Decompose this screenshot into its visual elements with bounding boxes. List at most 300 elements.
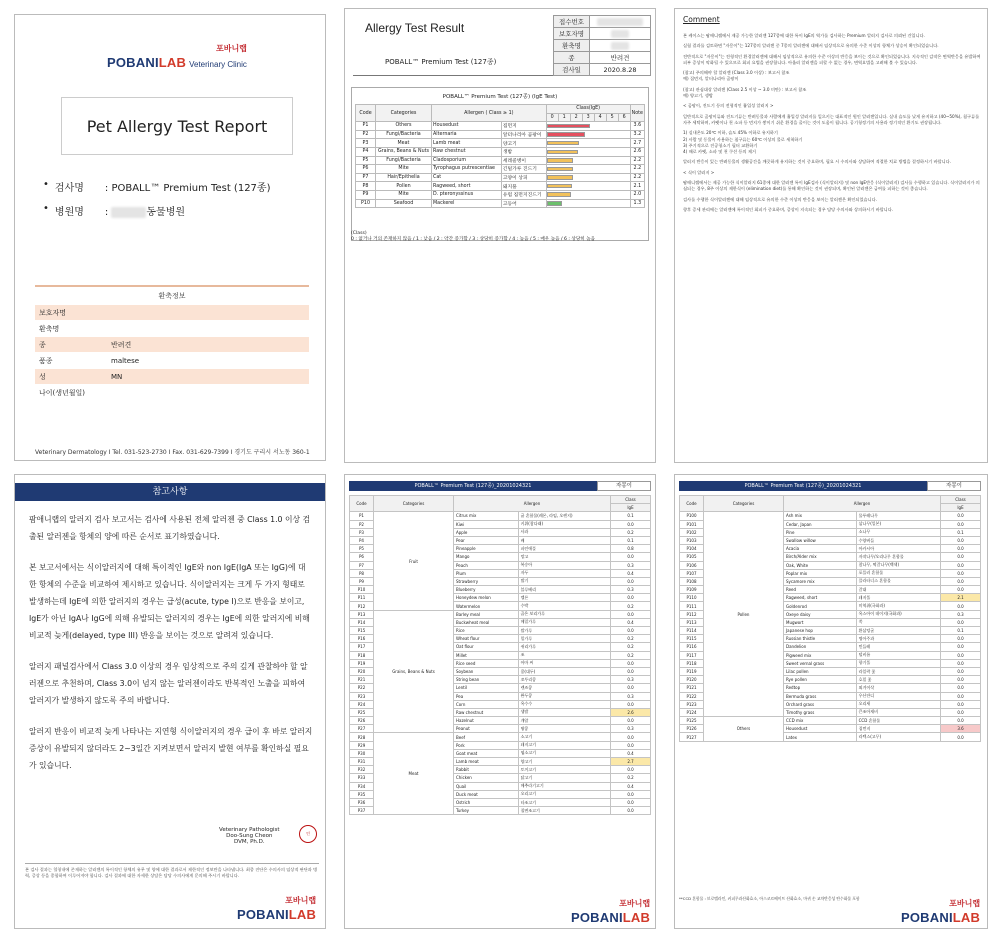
patient-row [35,337,309,353]
row-ige-value: 0.0 [941,561,981,569]
row-allergen-en: String bean [454,676,519,684]
allergen-table-page-2 [674,474,988,929]
row-ige-value: 0.2 [611,528,651,536]
patient-value: MN [111,372,123,381]
row-code: P8 [350,569,374,577]
brand-kr: 포바니랩 [619,899,651,908]
table-header [349,481,651,491]
hospital-blurred [111,207,146,218]
row-ige-value: 0.2 [611,651,651,659]
row-ige-value: 0.3 [611,561,651,569]
row-ige-value: 2.1 [941,594,981,602]
row-allergen-kr: 염소고기 [518,749,610,757]
info-value [590,52,651,64]
sign-degree: DVM, Ph.D. [233,839,265,845]
row-ige-value: 0.0 [941,618,981,626]
row-allergen-en: Beef [454,733,519,741]
row-allergen-en: Pigweed mix [784,651,857,659]
row-allergen-en: Hazelnut [454,717,519,725]
row-code: P35 [350,790,374,798]
th-note: Note [630,105,644,122]
row-allergen-kr: 소고기 [518,733,610,741]
comment-body [683,33,981,217]
comment-paragraph: 알러지 반응이 있는 반려동물의 생활공간을 깨끗하게 유지하는 것이 중요하며, 필요 시 수의사와 상담하여 적절한 치료 방법을 결정하시기 바랍니다. [683,159,952,165]
row-ige-value: 0.0 [941,667,981,675]
patient-row [35,305,309,321]
row-code: P1 [350,512,374,520]
allergen-table [679,495,981,742]
result-value: 3.2 [630,130,644,139]
brand-kr: 포바니랩 [215,44,247,53]
hospital-prefix: : [104,207,112,218]
brand-name [107,55,186,70]
pet-name: 자몽이 [597,481,651,491]
brand-name-b: LAB [952,910,981,925]
result-category: Hair/Epithelia [376,173,432,182]
pet-name: 자몽이 [927,481,981,491]
row-ige-value: 0.0 [941,545,981,553]
result-page [344,8,656,463]
row-ige-value: 0.0 [611,766,651,774]
row-allergen-kr: 플라타너스 혼합물 [856,577,940,585]
row-allergen-en: Timothy grass [784,708,857,716]
result-bar [547,132,585,137]
patient-row [35,369,309,385]
disclaimer: 본 검사 결과는 혈청내에 존재하는 알러젠의 특이적인 항체의 유무 및 양에 대한 결과로서 제한적인 정보만을 나타냅니다. 최종 진단은 수의사의 임상적 판단과 병력, 증상 등을 종합하여 이루어져야 합니다. 검사 결과에 대한 자세한 상담은 담당 수의사에게 문의해 주시기 바랍니다. [25,863,319,879]
row-code: P20 [350,667,374,675]
row-allergen-en: Russian thistle [784,635,857,643]
row-ige-value: 0.8 [611,545,651,553]
result-code: P5 [356,156,376,165]
result-value: 1.3 [630,199,644,208]
result-allergen-en: D. pteronyssinus [432,190,502,199]
row-code: P14 [350,618,374,626]
info-value-text [597,18,643,26]
row-ige-value: 0.0 [611,790,651,798]
brand-logo [107,43,247,72]
comment-paragraph: 전반적으로 "자몽이"는 전형적인 환경알러젠에 대해서 임상적으로 유의한 수준 이상의 반응을 보이는 것으로 확인되었습니다. 지속적인 감작은 면역반응을 유발하여 피부 증상이 악화될 수 있으므로 회피 요법을 권장합니다. 아울러 알러젠을 피할 수 없는 경우, 면역요법을 고려해 볼 수 있습니다. [683,53,981,65]
row-allergen-kr: CCD 혼합물 [856,717,940,725]
row-code: P29 [350,741,374,749]
row-code: P4 [350,536,374,544]
row-allergen-en: Housedust [784,725,857,733]
row-allergen-kr: 민들레 [856,643,940,651]
th-code: Code [350,496,374,512]
result-category: Fungi/Bacteria [376,156,432,165]
row-ige-value: 0.4 [611,569,651,577]
patient-info [35,285,309,401]
row-code: P30 [350,749,374,757]
result-allergen-kr: 세레콜병이 [501,156,546,165]
th-categories: Categories [376,105,432,122]
row-allergen-en: Pea [454,692,519,700]
row-code: P114 [680,627,704,635]
test-name-line [43,179,270,194]
result-row [356,182,645,191]
patient-row [35,353,309,369]
class-tick: 6 [618,113,630,122]
reference-paragraph: 본 보고서에서는 식이알러지에 대해 특이적인 IgE와 non IgE(IgA 또는 IgG)에 대한 항체의 수준을 비교하여 제시하고 있습니다. 식이알러지는 크게 두 가지 형태로 발생하는데 IgE에 의한 알러지의 경우는 급성(acute, type I)으로 반응을 보이고, IgE가 아닌 IgA나 IgG에 의해 유발되는 알러지의 경우는 IgE에 의한 알러지에 비해 비교적 늦게(delayed, type III) 반응을 보이는 것으로 알려져 있습니다. [29,563,310,640]
table-header [679,481,981,491]
row-allergen-kr: 소나무 [856,528,940,536]
result-allergen-en: Ragweed, short [432,182,502,191]
row-code: P125 [680,717,704,725]
row-allergen-kr: 수박 [518,602,610,610]
row-code: P7 [350,561,374,569]
result-value: 2.6 [630,147,644,156]
row-allergen-en: Kiwi [454,520,519,528]
result-allergen-en: Tyrophagus putrescentiae [432,165,502,174]
row-ige-value: 0.0 [941,512,981,520]
patient-key: 종 [39,340,46,349]
patient-info-rows [35,305,309,401]
result-value: 2.2 [630,173,644,182]
comment-paragraph: 일반적으로 곰팡이류와 진드기류는 반려동물과 사람에게 흡입성 알러지를 일으키는 대표적인 원인 알러젠입니다. 실내 습도를 낮게 유지하고 (40~50%), 침구류를 자주 세탁하며, 카펫이나 천 소파 등 먼지가 쌓이기 쉬운 환경을 줄이는 것이 도움이 됩니다. 공기청정기의 사용과 정기적인 환기도 권장됩니다. [683,113,980,125]
row-allergen-kr: 밀가루 [518,635,610,643]
result-allergen-kr: 고등어 [501,199,546,208]
row-allergen-en: Bermuda grass [784,692,857,700]
row-ige-value: 0.0 [611,520,651,528]
comment-paragraph: (참고) 관심대상 알러젠 (Class 2.5 이상 ~ 3.0 미만) : 보고서 참조 예) 양고기, 생밤 [683,86,807,99]
row-ige-value: 2.7 [611,758,651,766]
row-ige-value: 0.3 [611,586,651,594]
row-ige-value: 0.0 [941,569,981,577]
row-code: P119 [680,667,704,675]
row-ige-value: 0.1 [611,536,651,544]
row-ige-value: 0.2 [611,643,651,651]
result-bar [547,201,563,206]
row-ige-value: 0.0 [941,643,981,651]
row-code: P28 [350,733,374,741]
row-allergen-kr: 메밀가루 [518,618,610,626]
th-class: Class(IgE) [546,105,630,114]
patient-key: 나이(생년월일) [39,388,86,397]
result-code: P7 [356,173,376,182]
row-code: P27 [350,725,374,733]
row-allergen-kr: 사과 [518,528,610,536]
th-allergen: Allergen [784,496,941,512]
row-ige-value: 0.0 [941,520,981,528]
row-allergen-en: Lentil [454,684,519,692]
row-allergen-en: Rice seed [454,659,519,667]
row-ige-value: 0.1 [941,528,981,536]
row-allergen-kr: 배 [518,536,610,544]
brand-name-a: POBANI [901,910,953,925]
row-allergen-en: Citrus mix [454,512,519,520]
row-ige-value: 0.2 [611,602,651,610]
row-allergen-en: Poplar mix [784,569,857,577]
row-ige-value: 0.0 [611,659,651,667]
info-value-text [611,42,628,50]
row-code: P115 [680,635,704,643]
row-allergen-en: Ostrich [454,798,519,806]
brand-name [901,910,980,925]
brand-kr: 포바니랩 [285,896,317,905]
patient-key: 성 [39,372,46,381]
row-ige-value: 0.0 [941,659,981,667]
result-row [356,130,645,139]
cover-page [14,14,326,461]
row-allergen-en: Turkey [454,807,519,815]
row-allergen-kr: 타조고기 [518,798,610,806]
report-title-box [61,97,293,155]
row-allergen-en: Oak, White [784,561,857,569]
result-bar-cell [546,165,630,174]
row-allergen-kr: 메추라기고기 [518,782,610,790]
row-code: P123 [680,700,704,708]
row-allergen-en: Chicken [454,774,519,782]
row-allergen-en: Oxeye daisy [784,610,857,618]
row-allergen-kr: 집먼지 [856,725,940,733]
row-ige-value: 0.0 [611,741,651,749]
result-allergen-en: Alternaria [432,130,502,139]
row-category: Meat [374,733,454,815]
reference-paragraph: 팜애니랩의 알러지 검사 보고서는 검사에 사용된 전체 알러젠 중 Class 1.0 이상 검출된 알러젠을 항체의 양에 따른 순서로 표기하였습니다. [29,515,311,541]
class-legend [351,231,651,242]
row-allergen-en: Peanut [454,725,519,733]
row-allergen-en: Rye pollen [784,676,857,684]
patient-value: maltese [111,356,140,365]
row-allergen-en: Watermelon [454,602,519,610]
row-code: P10 [350,586,374,594]
row-ige-value: 0.4 [611,618,651,626]
row-allergen-en: Birch/Alder mix [784,553,857,561]
sign-role: Veterinary Pathologist [219,827,280,833]
result-code: P10 [356,199,376,208]
row-ige-value: 0.3 [941,610,981,618]
row-ige-value: 0.0 [611,553,651,561]
row-ige-value: 0.0 [941,635,981,643]
brand-name-a: POBANI [571,910,623,925]
result-bar [547,141,579,146]
result-bar [547,167,573,172]
row-code: P102 [680,528,704,536]
row-ige-value: 0.0 [941,733,981,741]
patient-info-header: 환축정보 [35,285,309,305]
table-title: POBALL™ Premium Test (127종)_20201024321 [679,481,927,491]
row-code: P26 [350,717,374,725]
bullet-dot: • [43,203,49,214]
row-ige-value: 2.6 [611,708,651,716]
result-bar [547,175,573,180]
info-row [554,52,651,64]
row-code: P5 [350,545,374,553]
row-code: P127 [680,733,704,741]
allergen-table [349,495,651,815]
result-bar-cell [546,122,630,131]
row-category: Fruit [374,512,454,610]
row-code: P111 [680,602,704,610]
row-code: P17 [350,643,374,651]
row-allergen-en: Lamb meat [454,758,519,766]
row-code: P118 [680,659,704,667]
row-ige-value: 0.0 [611,627,651,635]
sign-name: Doo-Sung Cheon [226,833,273,839]
row-allergen-en: Duck meat [454,790,519,798]
result-code: P4 [356,147,376,156]
row-allergen-en: Plum [454,569,519,577]
brand-name [237,907,316,922]
row-allergen-kr: 곱은 보리가루 [518,610,610,618]
row-ige-value: 0.1 [941,627,981,635]
result-category: Fungi/Bacteria [376,130,432,139]
row-allergen-en: Dandelion [784,643,857,651]
class-tick: 0 [546,113,558,122]
row-code: P113 [680,618,704,626]
row-code: P32 [350,766,374,774]
row-allergen-en: Rice [454,627,519,635]
th-ige: IgE [941,504,981,512]
row-allergen-en: Ragweed, short [784,594,857,602]
th-ige: IgE [611,504,651,512]
info-value-text: 반려견 [610,54,630,62]
row-code: P15 [350,627,374,635]
row-allergen-kr: 오리새 [856,700,940,708]
result-category: Mite [376,190,432,199]
row-ige-value: 0.0 [611,684,651,692]
row-allergen-kr: 라텍스(고무) [856,733,940,741]
result-row [356,147,645,156]
row-ige-value: 0.0 [611,577,651,585]
row-code: P122 [680,692,704,700]
result-category: Others [376,122,432,131]
row-allergen-kr: 향기풀 [856,659,940,667]
result-allergen-en: Raw chestnut [432,147,502,156]
row-code: P101 [680,520,704,528]
row-allergen-en: Pork [454,741,519,749]
row-code: P6 [350,553,374,561]
info-key: 접수번호 [554,16,590,28]
patient-row [35,385,309,401]
row-allergen-en: Cedar, Japan [784,520,857,528]
result-row [356,199,645,208]
row-code: P33 [350,774,374,782]
row-code: P126 [680,725,704,733]
row-allergen-kr: 아마 씨 [518,659,610,667]
row-ige-value: 0.0 [941,577,981,585]
result-bar-cell [546,199,630,208]
result-category: Seafood [376,199,432,208]
row-ige-value: 0.0 [941,676,981,684]
result-title: Allergy Test Result [365,21,465,35]
case-info-table [553,15,651,76]
comment-paragraph: (참고) 주의해야 할 알러젠 (Class 3.0 이상) : 보고서 참조 예) 집먼지, 알터나리아 곰팡이 [683,70,790,82]
info-row [554,28,651,40]
comment-paragraph: 1) 실내온도 20℃ 이하, 습도 45% 이하로 유지하기 2) 사람 및 동물이 사용하는 침구류는 60℃ 이상의 물로 세척하기 3) 주기적으로 진공청소기 필터 교환하기 4) 때로 카펫, 소파 및 천 쿠션 등의 제거 [683,130,803,155]
result-bar-cell [546,182,630,191]
row-code: P36 [350,798,374,806]
row-allergen-en: Lilac pollen [784,667,857,675]
brand-kr: 포바니랩 [949,899,981,908]
class-tick: 2 [570,113,582,122]
result-box [351,87,649,241]
result-code: P8 [356,182,376,191]
row-allergen-kr: 키위(참다래) [518,520,610,528]
row-code: P103 [680,536,704,544]
patient-key: 보호자명 [39,308,67,317]
signature-block [219,827,280,845]
row-code: P110 [680,594,704,602]
row-allergen-kr: 자두 [518,569,610,577]
result-code: P3 [356,139,376,148]
result-subtitle: POBALL™ Premium Test (127종) [385,58,497,66]
row-allergen-kr: 우산잔디 [856,692,940,700]
row-allergen-en: Wheat flour [454,635,519,643]
class-tick: 4 [594,113,606,122]
row-allergen-kr: 명아주과 [856,635,940,643]
row-code: P100 [680,512,704,520]
row-allergen-kr: 블루베리 [518,586,610,594]
hospital-suffix: 동물병원 [146,207,186,218]
result-allergen-en: Mackerel [432,199,502,208]
row-allergen-kr: 환삼덩굴 [856,627,940,635]
row-code: P19 [350,659,374,667]
row-allergen-kr: 조 [518,651,610,659]
row-allergen-kr: 옥스아이 데이지(국화과) [856,610,940,618]
reference-paragraph: 알러지 반응이 비교적 늦게 나타나는 지연형 식이알러지의 경우 급이 후 바로 알러지 증상이 유발되지 않더라도 2~3일간 지켜보면서 알러지 발현 여부를 확인하실 필요가 있습니다. [29,727,313,770]
row-allergen-en: Swallow willow [784,536,857,544]
patient-row [35,321,309,337]
result-bar-cell [546,147,630,156]
row-ige-value: 0.0 [611,733,651,741]
result-allergen-kr: 유럽 집먼지진드기 [501,190,546,199]
comment-page [674,8,988,463]
table-row [350,733,651,741]
row-allergen-en: Sweet vernal grass [784,659,857,667]
row-allergen-kr: 개암 [518,717,610,725]
row-allergen-en: CCD mix [784,717,857,725]
result-bar-cell [546,173,630,182]
brand-name-a: POBANI [237,907,289,922]
info-key: 종 [554,52,590,64]
row-allergen-en: Apple [454,528,519,536]
row-ige-value: 0.1 [611,512,651,520]
row-allergen-en: Orchard grass [784,700,857,708]
result-allergen-kr: 집먼지 [501,122,546,131]
result-code: P6 [356,165,376,174]
th-code: Code [680,496,704,512]
result-allergen-kr: 생밤 [501,147,546,156]
row-allergen-kr: 닭고기 [518,774,610,782]
info-value [590,40,651,52]
row-allergen-en: Mugwort [784,618,857,626]
row-code: P23 [350,692,374,700]
row-allergen-kr: 렌즈콩 [518,684,610,692]
info-row [554,40,651,52]
row-allergen-en: Acacia [784,545,857,553]
row-code: P11 [350,594,374,602]
table-footnote: **CCD 혼합물 : 브로멜라인, 커피무과산화효소, 아스코르베이트 산화효소, 마귀 손 교차반응성 탄수화물 포함 [679,896,860,901]
result-row [356,139,645,148]
class-tick: 3 [582,113,594,122]
row-ige-value: 0.0 [611,798,651,806]
result-code: P9 [356,190,376,199]
row-code: P37 [350,807,374,815]
result-value: 2.1 [630,182,644,191]
row-code: P105 [680,553,704,561]
result-row [356,156,645,165]
test-label: 검사명 [54,183,84,194]
row-allergen-kr: 털비름 [856,651,940,659]
comment-paragraph: < 식이 알러지 > [683,169,715,175]
row-code: P21 [350,676,374,684]
info-value [590,64,651,76]
row-allergen-en: Ash mix [784,512,857,520]
bullet-dot: • [43,179,49,190]
result-allergen-en: Housedust [432,122,502,131]
result-bar-cell [546,139,630,148]
row-code: P3 [350,528,374,536]
